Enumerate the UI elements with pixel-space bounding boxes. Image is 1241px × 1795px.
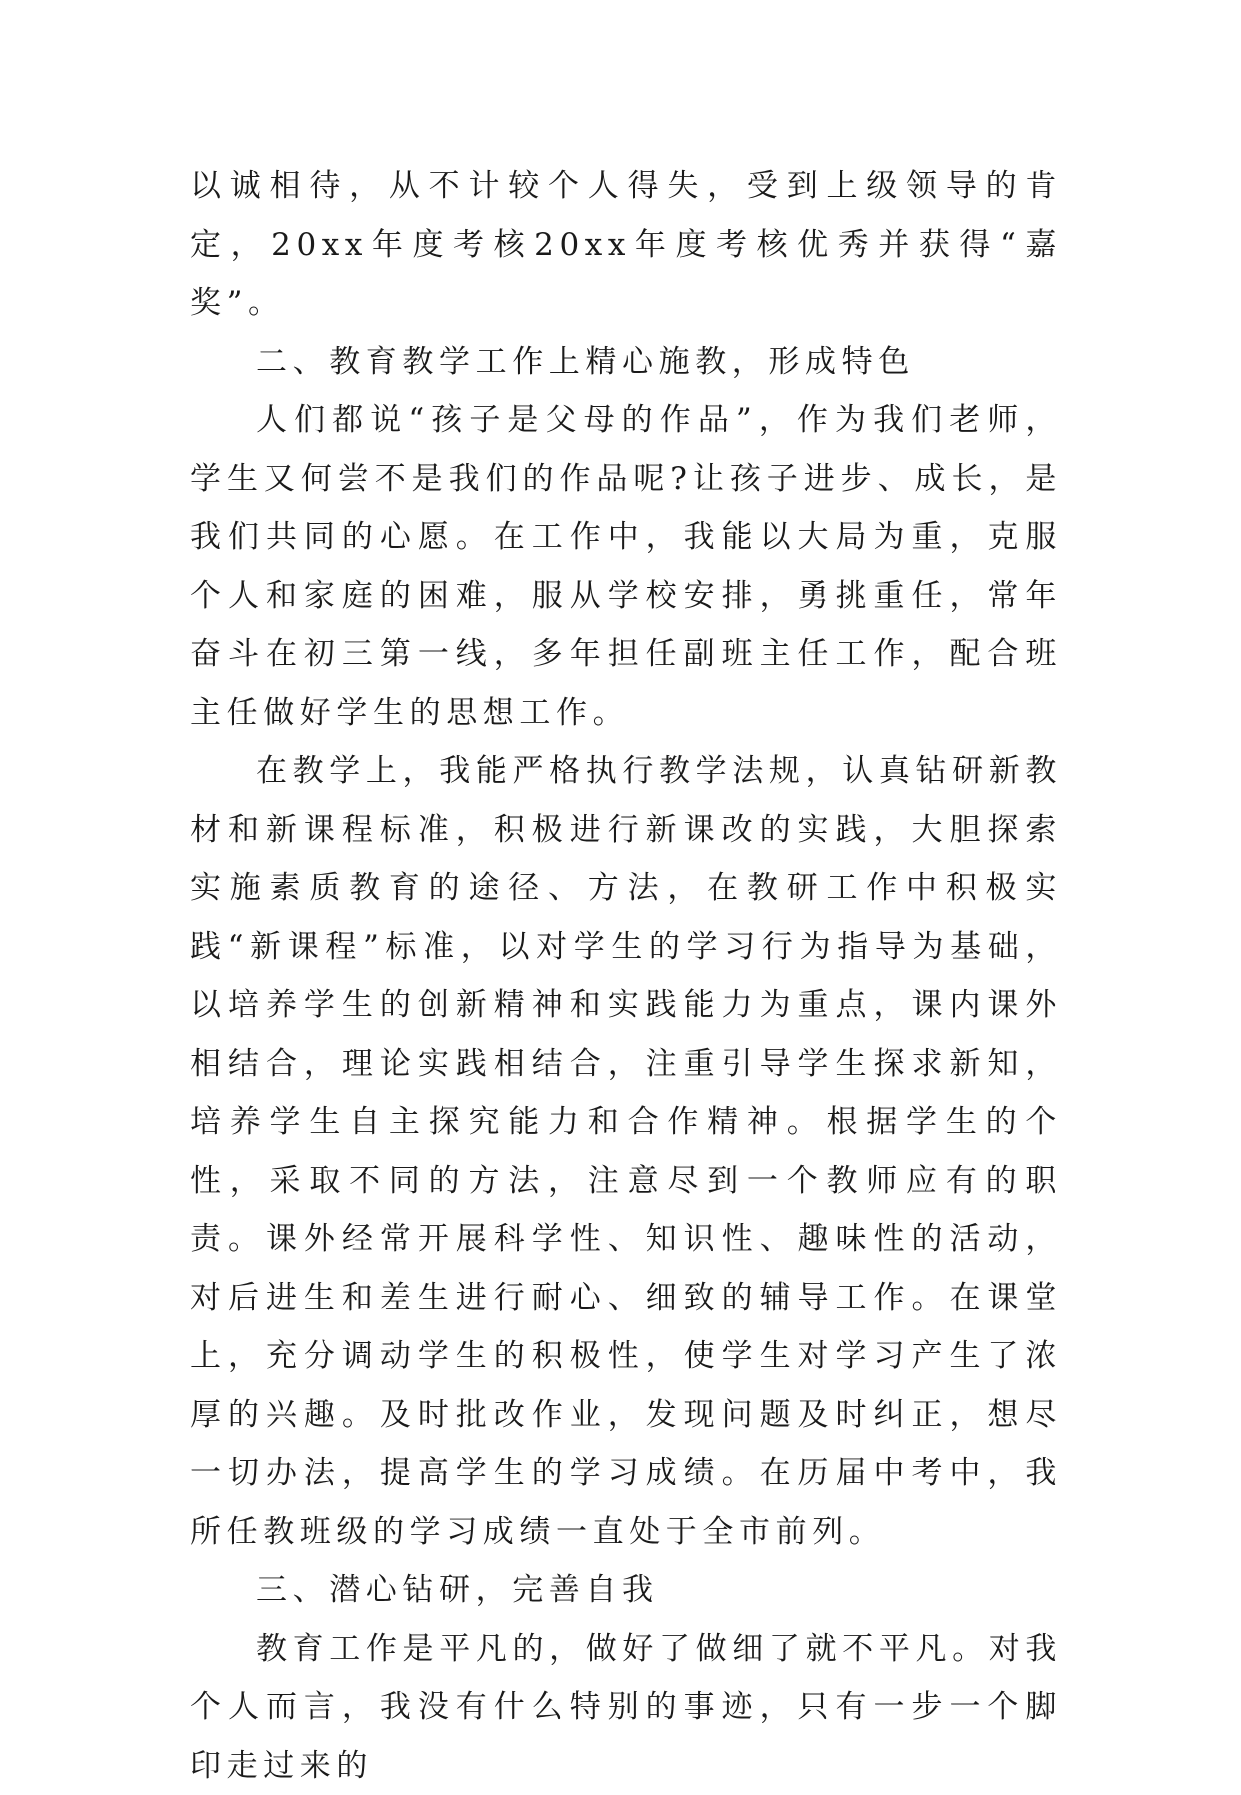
paragraph-ordinary-work: 教育工作是平凡的，做好了做细了就不平凡。对我个人而言，我没有什么特别的事迹，只有一步一个脚印走过来的 — [190, 1620, 1062, 1795]
paragraph-teaching: 在教学上，我能严格执行教学法规，认真钻研新教材和新课程标准，积极进行新课改的实践，大胆探索实施素质教育的途径、方法，在教研工作中积极实践“新课程”标准，以对学生的学习行为指导为基础，以培养学生的创新精神和实践能力为重点，课内课外相结合，理论实践相结合，注重引导学生探求新知，培养学生自主探究能力和合作精神。根据学生的个性，采取不同的方法，注意尽到一个教师应有的职责。课外经常开展科学性、知识性、趣味性的活动，对后进生和差生进行耐心、细致的辅导工作。在课堂上，充分调动学生的积极性，使学生对学习产生了浓厚的兴趣。及时批改作业，发现问题及时纠正，想尽一切办法，提高学生的学习成绩。在历届中考中，我所任教班级的学习成绩一直处于全市前列。 — [190, 742, 1062, 1561]
section-heading-3: 三、潜心钻研，完善自我 — [190, 1561, 1062, 1620]
document-body — [190, 157, 1062, 1795]
paragraph-continuation: 以诚相待，从不计较个人得失，受到上级领导的肯定，20xx年度考核20xx年度考核优秀并获得“嘉奖”。 — [190, 157, 1062, 333]
section-heading-2: 二、教育教学工作上精心施教，形成特色 — [190, 333, 1062, 392]
paragraph-students-as-works: 人们都说“孩子是父母的作品”，作为我们老师，学生又何尝不是我们的作品呢?让孩子进步、成长，是我们共同的心愿。在工作中，我能以大局为重，克服个人和家庭的困难，服从学校安排，勇挑重任，常年奋斗在初三第一线，多年担任副班主任工作，配合班主任做好学生的思想工作。 — [190, 391, 1062, 742]
